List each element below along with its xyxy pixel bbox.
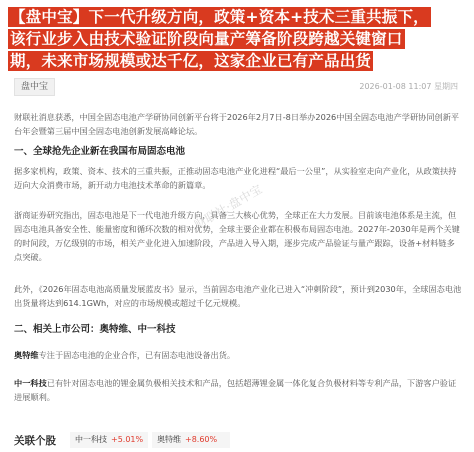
article-meta [14, 78, 462, 96]
headline-line-2: 该行业步入由技术验证阶段向量产筹备阶段跨越关键窗口 [10, 30, 403, 48]
intro-paragraph: 财联社消息获悉，中国全固态电池产学研协同创新平台将于2026年2月7日-8日举办2026中国全固态电池产学研协同创新平台年会暨第三届中国全固态电池创新发展高峰论坛。 [14, 112, 460, 136]
company-1-desc: 专注于固态电池的企业合作，已有固态电池设备出货。 [38, 350, 236, 360]
related-stocks-title: 关联个股 [14, 435, 56, 447]
publish-datetime: 2026-01-08 11:07 星期四 [359, 82, 458, 91]
company-2-paragraph [14, 376, 462, 404]
company-1-paragraph [14, 348, 462, 362]
section-1-paragraph-1: 据多家机构，政策、资本、技术的三重共振，正推动固态电池产业化进程“最后一公里”，从实验室走向产业化，从政策扶持迈向大众消费市场，新开动力电池技术革命的新篇章。 [14, 166, 457, 190]
stock-change: +8.60% [185, 435, 218, 444]
section-1-title: 一、全球抢先企业新在我国布局固态电池 [14, 146, 186, 157]
source-tag[interactable]: 盘中宝 [14, 78, 55, 96]
stock-change: +5.01% [111, 435, 144, 444]
related-stocks [0, 428, 474, 452]
section-2-title: 二、相关上市公司：奥特维、中一科技 [14, 324, 176, 335]
stock-chip[interactable] [152, 432, 230, 448]
company-2-name[interactable]: 中一科技 [14, 378, 47, 388]
company-2-desc: 已有针对固态电池的锂金属负极相关技术和产品，包括超薄锂金属一体化复合负极材料等专利产品，下游客户验证进展顺利。 [14, 378, 457, 402]
stock-name: 中一科技 [75, 435, 107, 444]
watermark: 财联社·盘中宝 [191, 181, 265, 232]
section-1-paragraph-3: 此外，《2026年固态电池高质量发展蓝皮书》显示，当前固态电池产业化已进入“冲刺阶段”，预计到2030年，全球固态电池出货量将达到614.1GWh，对应的市场规模或超过千亿元规模。 [14, 284, 462, 308]
headline-line-3: 期，未来市场规模或达千亿，这家企业已有产品出货 [10, 52, 372, 70]
article-headline [8, 6, 448, 72]
company-1-name[interactable]: 奥特维 [14, 350, 39, 360]
headline-line-1: 【盘中宝】下一代升级方向，政策+资本+技术三重共振下， [10, 8, 429, 26]
stock-name: 奥特维 [157, 435, 181, 444]
stock-chip[interactable] [70, 432, 148, 448]
section-1-paragraph-2: 浙商证券研究指出，固态电池是下一代电池升级方向，具备三大核心优势，全球正在大力发展。目前该电池体系是主流，但固态电池具备安全性、能量密度和循环次数的相对优势，全球主要企业都在积极布局固态电池。2027年-2030年是两个关键的时间段，万亿级别的市场，相关产业化进入加速阶段，产品进入导入期，逐步完成产品验证与量产跟踪，设备+材料链多点突破。 [14, 210, 460, 262]
